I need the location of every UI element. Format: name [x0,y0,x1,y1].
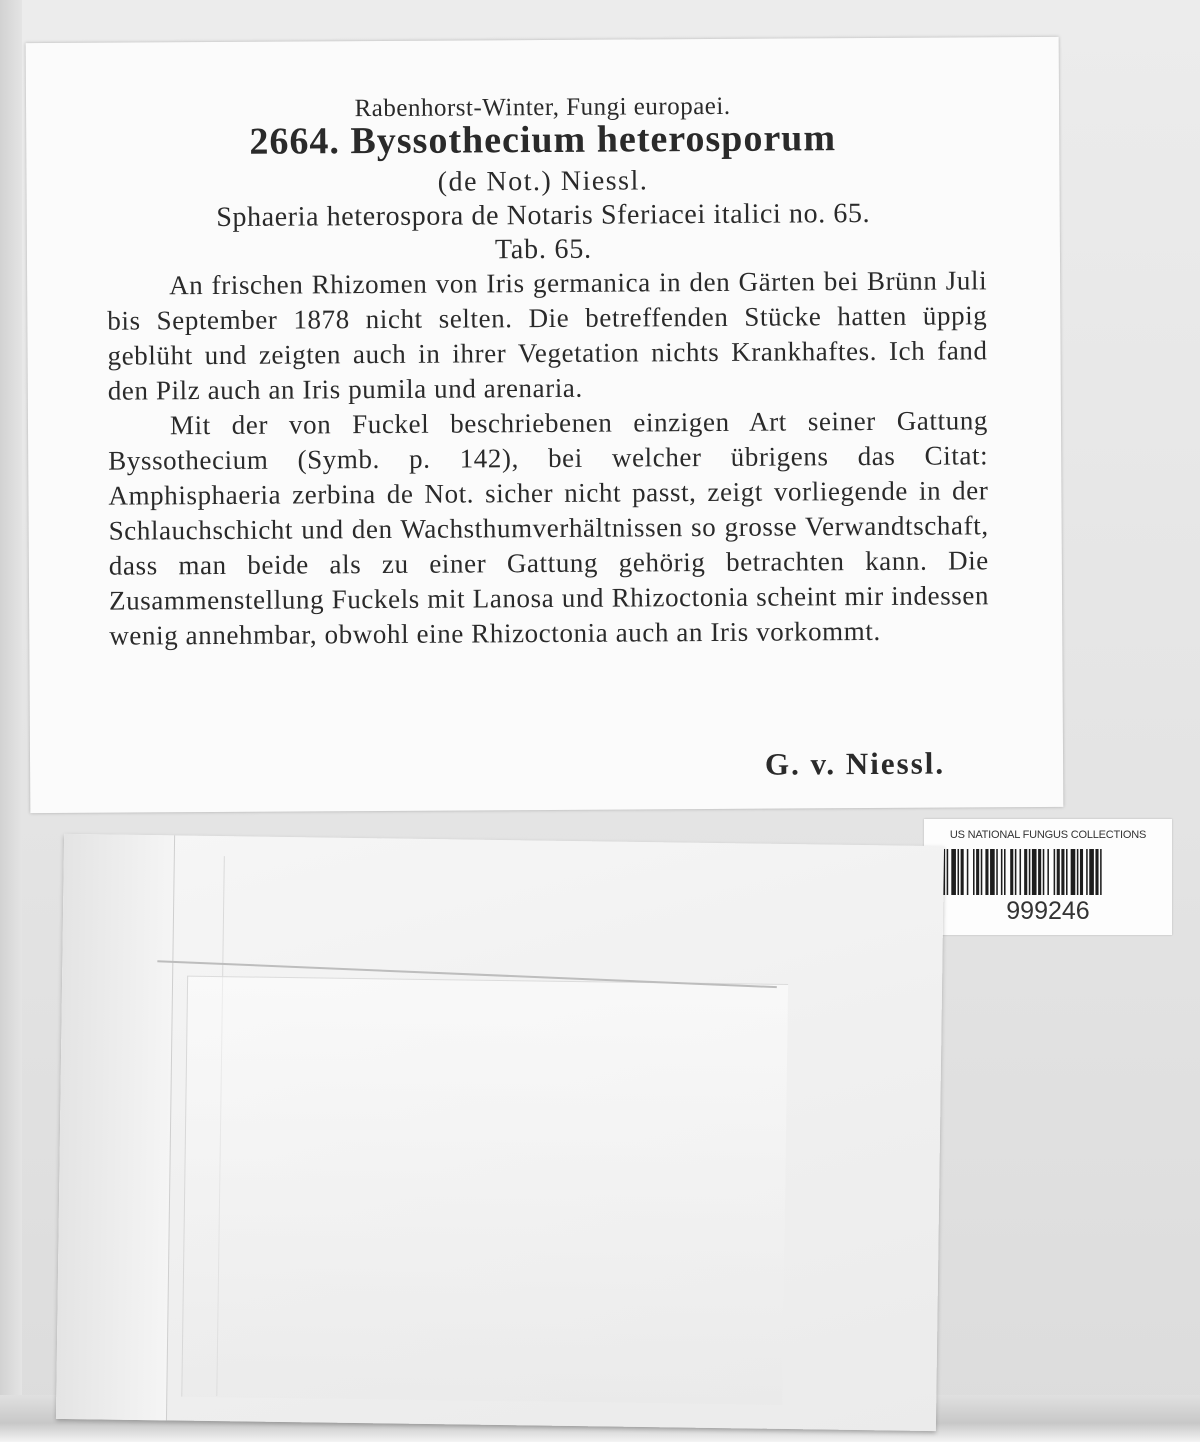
barcode-label [924,819,1172,935]
barcode-bar [990,849,995,895]
barcode-icon [942,849,1154,895]
barcode-bar [958,849,960,895]
barcode-bar [1001,849,1003,895]
synonym-line: Sphaeria heterospora de Notaris Sferiacei italici no. 65. [216,198,871,234]
barcode-bar [967,849,969,895]
barcode-bar [1066,849,1068,895]
barcode-bar [1080,849,1083,895]
barcode-bar [947,849,949,895]
packet-inner-panel [181,976,788,1405]
barcode-bar [1004,849,1006,895]
species-title: 2664. Byssothecium heterosporum [249,117,837,163]
barcode-bar [1043,849,1045,895]
collection-name: US NATIONAL FUNGUS COLLECTIONS [949,829,1147,841]
barcode-bar [961,849,964,895]
barcode-bar [1047,849,1049,895]
barcode-bar [1010,849,1013,895]
barcode-bar [1086,849,1088,895]
barcode-bar [1100,849,1102,895]
barcode-bar [981,849,983,895]
barcode-bar [1038,849,1041,895]
barcode-bar [1077,849,1079,895]
barcode-number: 999246 [1006,897,1090,925]
barcode-bar [1032,849,1037,895]
barcode-bar [1020,849,1022,895]
barcode-bar [996,849,998,895]
barcode-bar [1095,849,1098,895]
barcode-bar [1024,849,1027,895]
barcode-bar [1015,849,1017,895]
barcode-bar [985,849,988,895]
label-paragraph-1: An frischen Rhizomen von Iris germanica in den Gärten bei Brünn Juli bis September 1878 nicht selten. Die betreffenden Stücke hatten üppig geblüht und zeigten auch in ihrer Vegetation nichts Krankhaftes. Ich fand den Pilz auch an Iris pumila und arenaria. [107,265,988,406]
sheet-edge-strip [0,0,22,1442]
series-title: Rabenhorst-Winter, Fungi europaei. [354,92,731,123]
barcode-bar [1071,849,1076,895]
tab-reference: Tab. 65. [494,233,593,266]
barcode-bar [1061,849,1064,895]
specimen-packet [56,834,944,1431]
specimen-label [26,37,1064,813]
label-body [107,263,989,653]
barcode-bar [1054,849,1056,895]
barcode-bar [1029,849,1031,895]
barcode-bar [1057,849,1060,895]
label-paragraph-2: Mit der von Fuckel beschriebenen einzigen Art seiner Gattung Byssothecium (Symb. p. 142), bei welcher übrigens das Citat: Amphisphaeria zerbina de Not. sicher nicht passt, zeigt vorliegende in der Schlauchschicht und den Wachsthumverhältnissen so grosse Verwandtschaft, dass man beide als zu einer Gattung gehörig betrachten kann. Die Zusammenstellung Fuckels mit Lanosa und Rhizoctonia scheint mir indessen wenig annehmbar, obwohl eine Rhizoctonia auch an Iris vorkommt. [108,405,990,651]
barcode-bar [1089,849,1094,895]
author-citation: (de Not.) Niessl. [437,165,649,198]
packet-fold [56,834,175,1420]
barcode-bar [973,849,975,895]
barcode-bar [951,849,956,895]
collector-signature: G. v. Niessl. [764,745,946,782]
barcode-bar [976,849,979,895]
